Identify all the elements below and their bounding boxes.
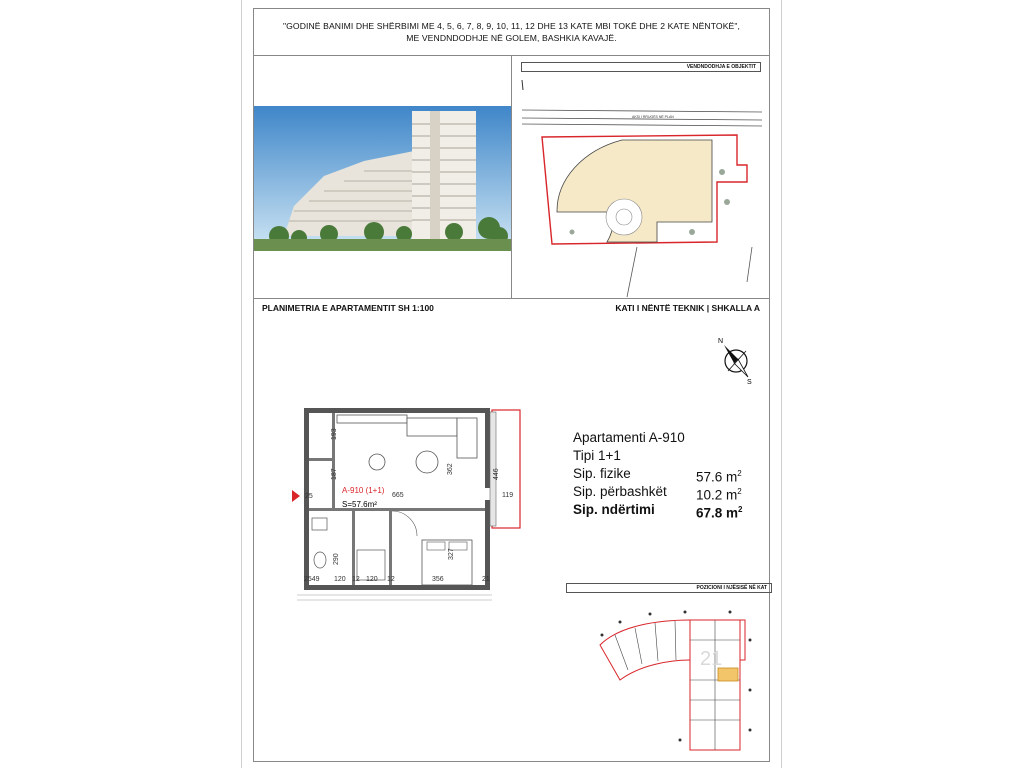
dim-21: 21 <box>482 576 490 583</box>
watermark: 21 <box>700 648 723 670</box>
site-plan-drawing <box>512 72 769 298</box>
area-built-label: Sip. ndërtimi <box>573 502 655 517</box>
area-physical-row <box>573 465 753 483</box>
dim-12b: 12 <box>387 576 395 583</box>
site-location-label: VENDNDODHJA E OBJEKTIT <box>686 64 756 70</box>
unit-label: A-910 (1+1) <box>342 486 385 495</box>
dim-356: 356 <box>432 576 444 583</box>
dim-2549: 2549 <box>304 576 320 583</box>
building-render-image <box>254 56 511 298</box>
plan-title: PLANIMETRIA E APARTAMENTIT SH 1:100 <box>262 303 434 313</box>
road-axis-label: AKSI I RRUGËS NË PLAN <box>632 115 674 119</box>
title-line-1: "GODINË BANIMI DHE SHËRBIMI ME 4, 5, 6, 7, 8, 9, 10, 11, 12 DHE 13 KATE MBI TOKË DHE 2 KATE NËNTOKË", <box>282 21 740 31</box>
position-header <box>566 583 772 593</box>
apartment-name: Apartamenti A-910 <box>573 430 685 445</box>
dim-290: 290 <box>333 553 340 565</box>
dim-12a: 12 <box>352 576 360 583</box>
building-render-panel <box>253 55 512 299</box>
area-common-label: Sip. përbashkët <box>573 484 667 499</box>
dim-25: 25 <box>305 493 313 500</box>
floor-stair-label: KATI I NËNTË TEKNIK | SHKALLA A <box>615 303 760 313</box>
dim-120a: 120 <box>334 576 346 583</box>
apartment-type: Tipi 1+1 <box>573 448 621 463</box>
area-built-value: 67.8 $m^2$ <box>696 505 743 521</box>
dim-120b: 120 <box>366 576 378 583</box>
north-arrow-icon <box>716 335 756 387</box>
area-physical-label: Sip. fizike <box>573 466 631 481</box>
site-location-header <box>521 62 761 72</box>
entry-marker-icon <box>292 490 300 502</box>
key-plan-drawing <box>580 600 770 760</box>
dim-187: 187 <box>331 468 338 480</box>
floor-plan-drawing <box>292 400 524 608</box>
apartment-info <box>573 429 753 519</box>
dim-327: 327 <box>448 548 455 560</box>
dim-362: 362 <box>447 463 454 475</box>
unit-area: S=57.6m² <box>342 500 377 509</box>
dim-193: 193 <box>331 428 338 440</box>
compass-n: N <box>718 338 724 345</box>
area-common-value: 10.2 $m^2$ <box>696 487 742 503</box>
dim-446: 446 <box>493 468 500 480</box>
area-built-row <box>573 501 753 519</box>
dim-665: 665 <box>392 492 404 499</box>
position-label: POZICIONI I NJËSISË NË KAT <box>696 585 767 591</box>
area-physical-value: 57.6 $m^2$ <box>696 469 742 485</box>
compass-s: S <box>747 379 752 386</box>
dim-119: 119 <box>502 492 514 499</box>
title-line-2: ME VENDNDODHJE NË GOLEM, BASHKIA KAVAJË. <box>406 33 617 43</box>
area-common-row <box>573 483 753 501</box>
project-title <box>253 8 770 56</box>
